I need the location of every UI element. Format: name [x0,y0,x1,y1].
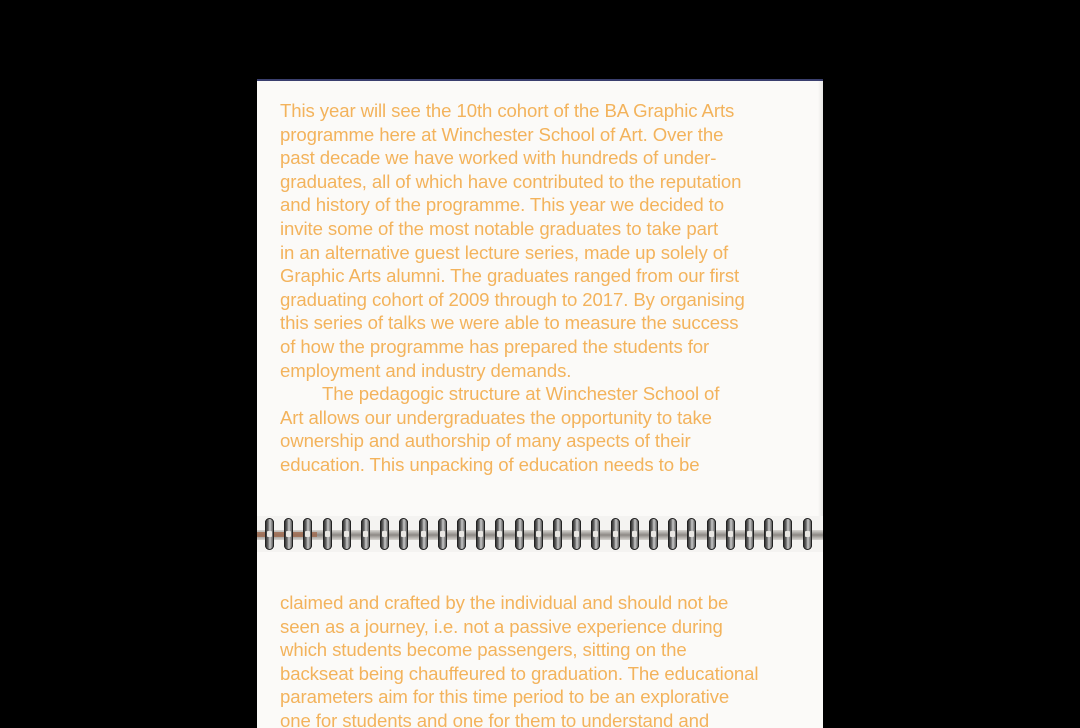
binding-coil [687,518,696,550]
text-line: graduating cohort of 2009 through to 2017. By organising [280,288,745,310]
text-line: backseat being chauffeured to graduation. The educational [280,662,759,684]
bottom-page [257,545,823,728]
text-line: Graphic Arts alumni. The graduates ranged from our first [280,265,740,287]
binding-coil [342,518,351,550]
binding-coil [745,518,754,550]
top-page [257,79,823,524]
text-line: ownership and authorship of many aspects of their [280,430,691,452]
text-line: parameters aim for this time period to be an explorative [280,686,730,708]
binding-coil [591,518,600,550]
binding-coil [399,518,408,550]
binding-coil [649,518,658,550]
spiral-binding [257,516,823,552]
text-line: this series of talks we were able to measure the success [280,312,739,334]
binding-coil [668,518,677,550]
binding-coil [361,518,370,550]
binding-coil [284,518,293,550]
top-page-text [280,99,815,477]
binding-coil [303,518,312,550]
text-line: invite some of the most notable graduates to take part [280,217,719,239]
paragraph-start-line: The pedagogic structure at Winchester School of [322,383,720,405]
binding-coil [265,518,274,550]
binding-coil [726,518,735,550]
text-line: which students become passengers, sitting on the [280,639,687,661]
binding-coil [707,518,716,550]
binding-coil [438,518,447,550]
binding-coil [419,518,428,550]
binding-coil [783,518,792,550]
binding-coil [553,518,562,550]
binding-coil [380,518,389,550]
text-line: programme here at Winchester School of Art. Over the [280,123,724,145]
text-line: This year will see the 10th cohort of the BA Graphic Arts [280,100,735,121]
binding-coil [457,518,466,550]
text-line: education. This unpacking of education needs to be [280,453,700,475]
text-line: of how the programme has prepared the students for [280,335,710,357]
binding-coil [611,518,620,550]
binding-coil [572,518,581,550]
text-line: and history of the programme. This year we decided to [280,194,724,216]
binding-coil [803,518,812,550]
text-line: seen as a journey, i.e. not a passive experience during [280,615,723,637]
binding-coil [515,518,524,550]
text-line: past decade we have worked with hundreds of under- [280,147,717,169]
binding-coil [476,518,485,550]
bottom-page-text [280,591,815,728]
binding-coil [630,518,639,550]
text-line: Art allows our undergraduates the opportunity to take [280,406,712,428]
binding-coil [764,518,773,550]
binding-coil [534,518,543,550]
text-line: graduates, all of which have contributed to the reputation [280,170,742,192]
text-line: employment and industry demands. [280,359,572,381]
binding-coil [495,518,504,550]
text-line: claimed and crafted by the individual and should not be [280,592,729,613]
binding-coil [323,518,332,550]
text-line: in an alternative guest lecture series, made up solely of [280,241,729,263]
text-line: one for students and one for them to understand and [280,709,710,728]
page-edge-shadow [818,79,823,524]
